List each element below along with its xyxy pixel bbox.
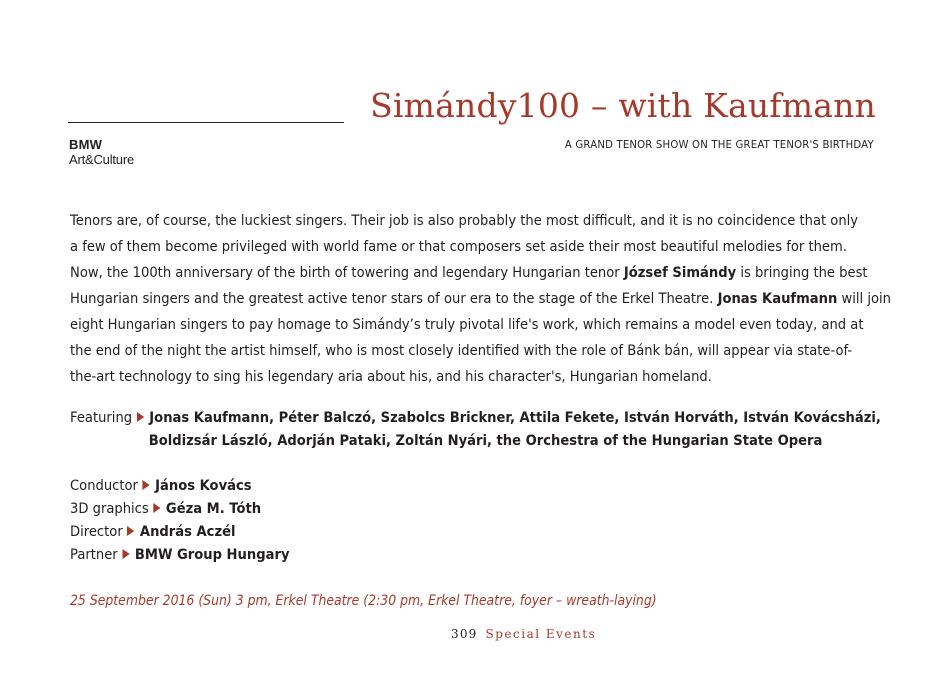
featuring-row [70,430,881,453]
page-subtitle: A GRAND TENOR SHOW ON THE GREAT TENOR'S BIRTHDAY [564,138,874,151]
section-name: Special Events [485,627,597,641]
credit-row-3d-graphics [70,498,290,521]
page-title: Simándy100 – with Kaufmann [370,86,876,125]
credit-label: Director [70,524,123,540]
red-triangle-icon [142,480,149,490]
paragraph-line: eight Hungarian singers to pay homage to Simándy’s truly pivotal life's work, which remains a model even today, and at [70,317,864,333]
paragraph-line [70,286,892,312]
red-triangle-icon [153,503,160,513]
featuring-block [70,407,881,453]
credits-list [70,475,290,567]
featuring-names: Boldizsár László, Adorján Pataki, Zoltán Nyári, the Orchestra of the Hungarian State Opera [148,433,823,449]
credit-label: 3D graphics [70,501,149,517]
text-run: will join [837,291,892,307]
credit-row-partner [70,544,290,567]
highlight-kaufmann: Jonas Kaufmann [717,291,838,307]
paragraph-line: a few of them become privileged with world fame or that composers set aside their most beautiful melodies for them. [70,239,847,255]
page-number: 309 [451,627,478,641]
text-run: is bringing the best [736,265,868,281]
text-run: Now, the 100th anniversary of the birth of towering and legendary Hungarian tenor [70,265,624,281]
credit-row-conductor [70,475,290,498]
red-triangle-icon [122,549,129,559]
title-rule [68,122,344,123]
credit-label: Partner [70,547,118,563]
featuring-names: Jonas Kaufmann, Péter Balczó, Szabolcs Brickner, Attila Fekete, István Horváth, István Kovácsházi, [149,410,881,426]
featuring-row [70,407,881,430]
credit-value: BMW Group Hungary [134,547,290,563]
description-paragraph [70,208,892,390]
red-triangle-icon [127,526,134,536]
paragraph-line [70,260,868,286]
event-date: 25 September 2016 (Sun) 3 pm, Erkel Theatre (2:30 pm, Erkel Theatre, foyer – wreath-laying) [70,593,657,609]
paragraph-line: Tenors are, of course, the luckiest singers. Their job is also probably the most difficult, and it is no coincidence that only [70,213,859,229]
credit-label: Conductor [70,478,138,494]
credit-value: János Kovács [155,478,252,494]
credit-row-director [70,521,290,544]
brand-line-1: BMW [69,137,103,152]
red-triangle-icon [137,412,144,422]
paragraph-line: the end of the night the artist himself, who is most closely identified with the role of Bánk bán, will appear via state-of- [70,343,853,359]
featuring-label: Featuring [70,410,133,426]
brand-line-2: Art&Culture [69,152,134,167]
credit-value: Géza M. Tóth [165,501,262,517]
bmw-art-culture-logo [69,137,134,167]
text-run: Hungarian singers and the greatest active tenor stars of our era to the stage of the Erkel Theatre. [70,291,718,307]
credit-value: András Aczél [139,524,236,540]
highlight-simandy: József Simándy [623,265,737,281]
paragraph-line: the-art technology to sing his legendary aria about his, and his character's, Hungarian homeland. [70,369,712,385]
page-footer [451,627,596,641]
